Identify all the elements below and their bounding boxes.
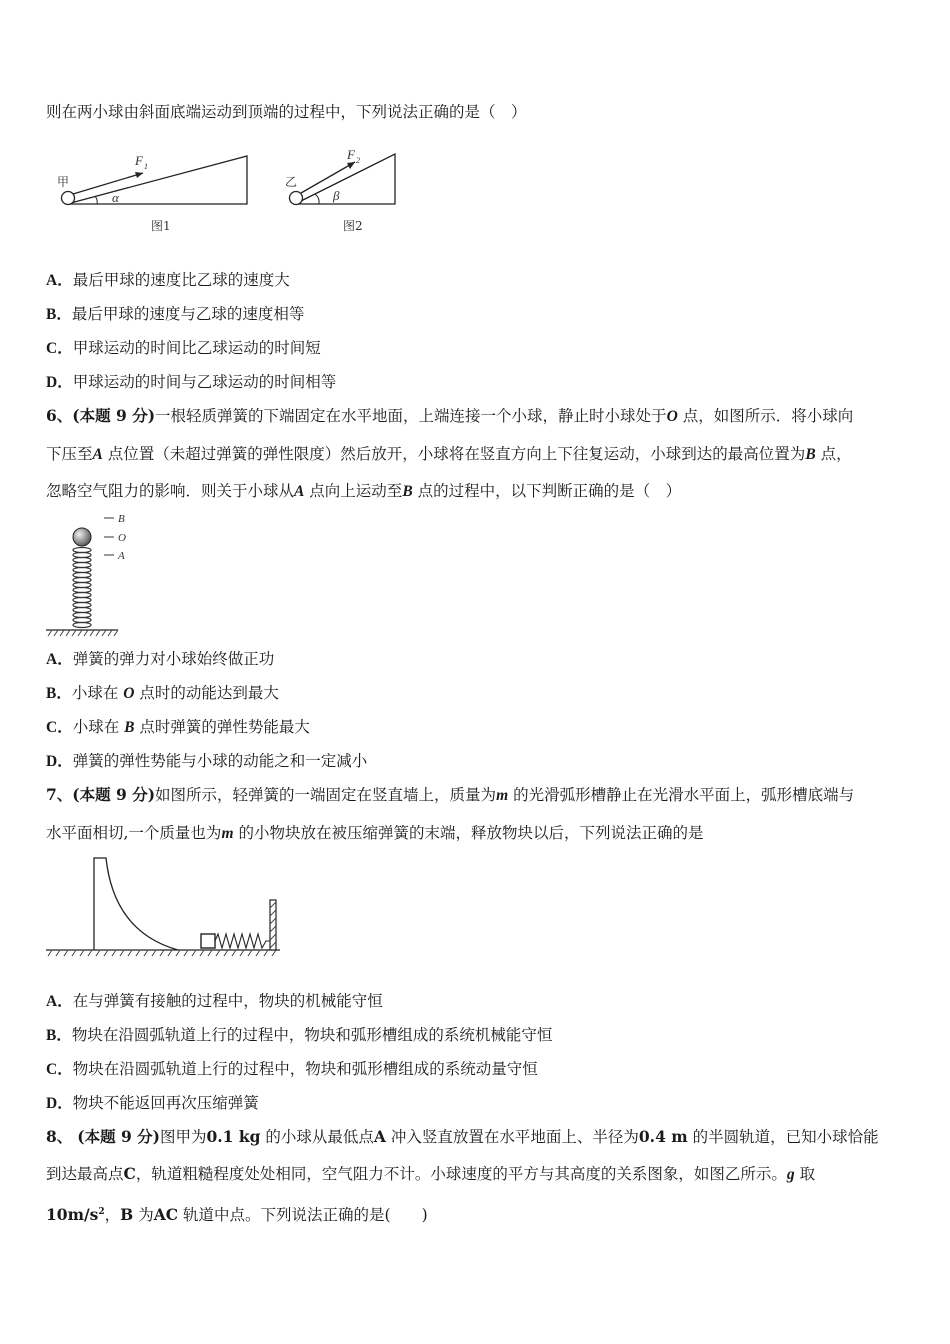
- text: 点的过程中，以下判断正确的是（ ）: [417, 482, 682, 500]
- fig1-angle-label: α: [112, 190, 119, 205]
- option-letter: B．: [46, 306, 72, 323]
- q7-line-1: [46, 785, 854, 806]
- var: B: [120, 1205, 134, 1225]
- q6-option-d[interactable]: [46, 751, 367, 772]
- var: A: [373, 1127, 386, 1146]
- arc-slot: [94, 858, 178, 950]
- option-letter: B．: [46, 685, 72, 702]
- q7-option-a[interactable]: [46, 991, 383, 1012]
- option-letter: D．: [46, 753, 73, 770]
- fig1-force-label: F: [135, 153, 143, 168]
- option-letter: C．: [46, 719, 73, 736]
- option-text: 物块在沿圆弧轨道上行的过程中，物块和弧形槽组成的系统机械能守恒: [71, 1026, 553, 1044]
- option-c[interactable]: [46, 338, 321, 359]
- option-text: 弹簧的弹力对小球始终做正功: [72, 650, 275, 668]
- var: m: [496, 787, 509, 804]
- question-tag: (本题 9 分): [72, 406, 156, 425]
- var: O: [123, 685, 135, 702]
- var: B: [124, 719, 135, 736]
- text: 的半圆轨道，已知小球恰能: [692, 1128, 879, 1146]
- text: 图甲为: [159, 1128, 207, 1146]
- block: [201, 934, 215, 948]
- fig2-ball-label: 乙: [285, 175, 298, 189]
- text: 水平面相切,一个质量也为: [46, 824, 222, 842]
- q7-line-2: [46, 823, 703, 844]
- question-number: 8、: [46, 1127, 73, 1146]
- option-text: 物块在沿圆弧轨道上行的过程中，物块和弧形槽组成的系统动量守恒: [72, 1060, 538, 1078]
- option-letter: C．: [46, 340, 73, 357]
- text: 点，: [820, 445, 852, 463]
- text: 的小物块放在被压缩弹簧的末端，释放物块以后，下列说法正确的是: [238, 824, 704, 842]
- q6-line-2: [46, 444, 852, 465]
- text: 点位置（未超过弹簧的弹性限度）然后放开，小球将在竖直方向上下往复运动，小球到达的最高位置为: [107, 445, 806, 463]
- var: m: [221, 825, 234, 842]
- var: B: [805, 446, 816, 463]
- figure-1-incline: [55, 148, 255, 238]
- option-letter: D．: [46, 1095, 73, 1112]
- figure-arc-slot-spring: [44, 852, 284, 962]
- text: 忽略空气阻力的影响．则关于小球从: [46, 482, 295, 500]
- question-number: 7、: [46, 785, 73, 804]
- option-b[interactable]: [46, 304, 304, 325]
- var: B: [402, 483, 413, 500]
- option-text: 小球在: [72, 718, 125, 736]
- option-text: 甲球运动的时间与乙球运动的时间相等: [72, 373, 337, 391]
- option-text: 在与弹簧有接触的过程中，物块的机械能守恒: [72, 992, 383, 1010]
- value: 0.4 m: [638, 1127, 688, 1146]
- option-a[interactable]: [46, 270, 290, 291]
- q6-line-3: [46, 481, 681, 502]
- label-b: B: [118, 513, 125, 525]
- option-text: 小球在: [71, 684, 124, 702]
- var: C: [123, 1164, 136, 1183]
- fig2-force-sub: 2: [356, 156, 360, 165]
- q6-option-a[interactable]: [46, 649, 274, 670]
- ball-icon: [62, 192, 75, 205]
- figure-spring-ball: [44, 510, 144, 640]
- option-d[interactable]: [46, 372, 336, 393]
- text: 到达最高点: [46, 1165, 124, 1183]
- var: A: [92, 446, 103, 463]
- fig2-force-label: F: [347, 148, 355, 162]
- q7-option-d[interactable]: [46, 1093, 259, 1114]
- text: 取: [799, 1165, 816, 1183]
- superscript: 2: [98, 1207, 105, 1217]
- option-text: 弹簧的弹性势能与小球的动能之和一定减小: [72, 752, 368, 770]
- label-o: O: [118, 532, 126, 544]
- fig1-force-sub: 1: [144, 162, 148, 171]
- text: 点，如图所示．将小球向: [682, 407, 854, 425]
- label-a: A: [118, 550, 125, 562]
- question-tag: (本题 9 分): [77, 1127, 160, 1146]
- q8-line-2: [46, 1164, 815, 1185]
- option-letter: A．: [46, 272, 73, 289]
- q7-option-b[interactable]: [46, 1025, 552, 1046]
- text: ，: [104, 1206, 121, 1225]
- option-text: 点时的动能达到最大: [134, 684, 279, 702]
- value: 10m/s: [46, 1205, 99, 1225]
- q8-line-3: [46, 1202, 428, 1225]
- question-tag: (本题 9 分): [72, 785, 156, 804]
- ball-icon: [290, 192, 303, 205]
- text: 点向上运动至: [309, 482, 403, 500]
- var: O: [666, 408, 678, 425]
- option-letter: C．: [46, 1061, 73, 1078]
- text: 的光滑弧形槽静止在光滑水平面上，弧形槽底端与: [513, 786, 855, 804]
- option-letter: A．: [46, 993, 73, 1010]
- option-text: 物块不能返回再次压缩弹簧: [72, 1094, 259, 1112]
- text: 下压至: [46, 445, 93, 463]
- ball-icon: [73, 528, 91, 546]
- option-text: 最后甲球的速度与乙球的速度相等: [71, 305, 305, 323]
- q8-line-1: [46, 1127, 879, 1147]
- option-text: 甲球运动的时间比乙球运动的时间短: [72, 339, 321, 357]
- var: AC: [153, 1205, 179, 1225]
- figure-2-incline: [283, 148, 413, 238]
- text: 如图所示，轻弹簧的一端固定在竖直墙上，质量为: [155, 786, 497, 804]
- text: 冲入竖直放置在水平地面上、半径为: [390, 1128, 639, 1146]
- text: 为: [138, 1206, 154, 1225]
- question-number: 6、: [46, 406, 73, 425]
- value: 0.1 kg: [206, 1127, 261, 1146]
- text: 的小球从最低点: [265, 1128, 374, 1146]
- fig1-caption: 图1: [151, 219, 171, 233]
- q6-line-1: [46, 406, 853, 427]
- var: A: [294, 483, 305, 500]
- intro-text: 则在两小球由斜面底端运动到顶端的过程中，下列说法正确的是（ ）: [46, 103, 527, 121]
- text: 轨道中点。下列说法正确的是( ): [183, 1206, 428, 1225]
- spring: [215, 934, 270, 948]
- option-letter: D．: [46, 374, 73, 391]
- option-text: 最后甲球的速度比乙球的速度大: [72, 271, 290, 289]
- fig1-ball-label: 甲: [57, 175, 70, 189]
- fig2-caption: 图2: [343, 219, 363, 233]
- text: ，轨道粗糙程度处处相同，空气阻力不计。小球速度的平方与其高度的关系图象，如图乙所示。: [135, 1165, 787, 1183]
- option-letter: B．: [46, 1027, 72, 1044]
- fig2-angle-label: β: [333, 188, 340, 203]
- option-letter: A．: [46, 651, 73, 668]
- text: 一根轻质弹簧的下端固定在水平地面，上端连接一个小球，静止时小球处于: [155, 407, 667, 425]
- var: g: [786, 1166, 795, 1183]
- q6-option-b[interactable]: [46, 683, 279, 704]
- q6-option-c[interactable]: [46, 717, 310, 738]
- option-text: 点时弹簧的弹性势能最大: [134, 718, 310, 736]
- q7-option-c[interactable]: [46, 1059, 538, 1080]
